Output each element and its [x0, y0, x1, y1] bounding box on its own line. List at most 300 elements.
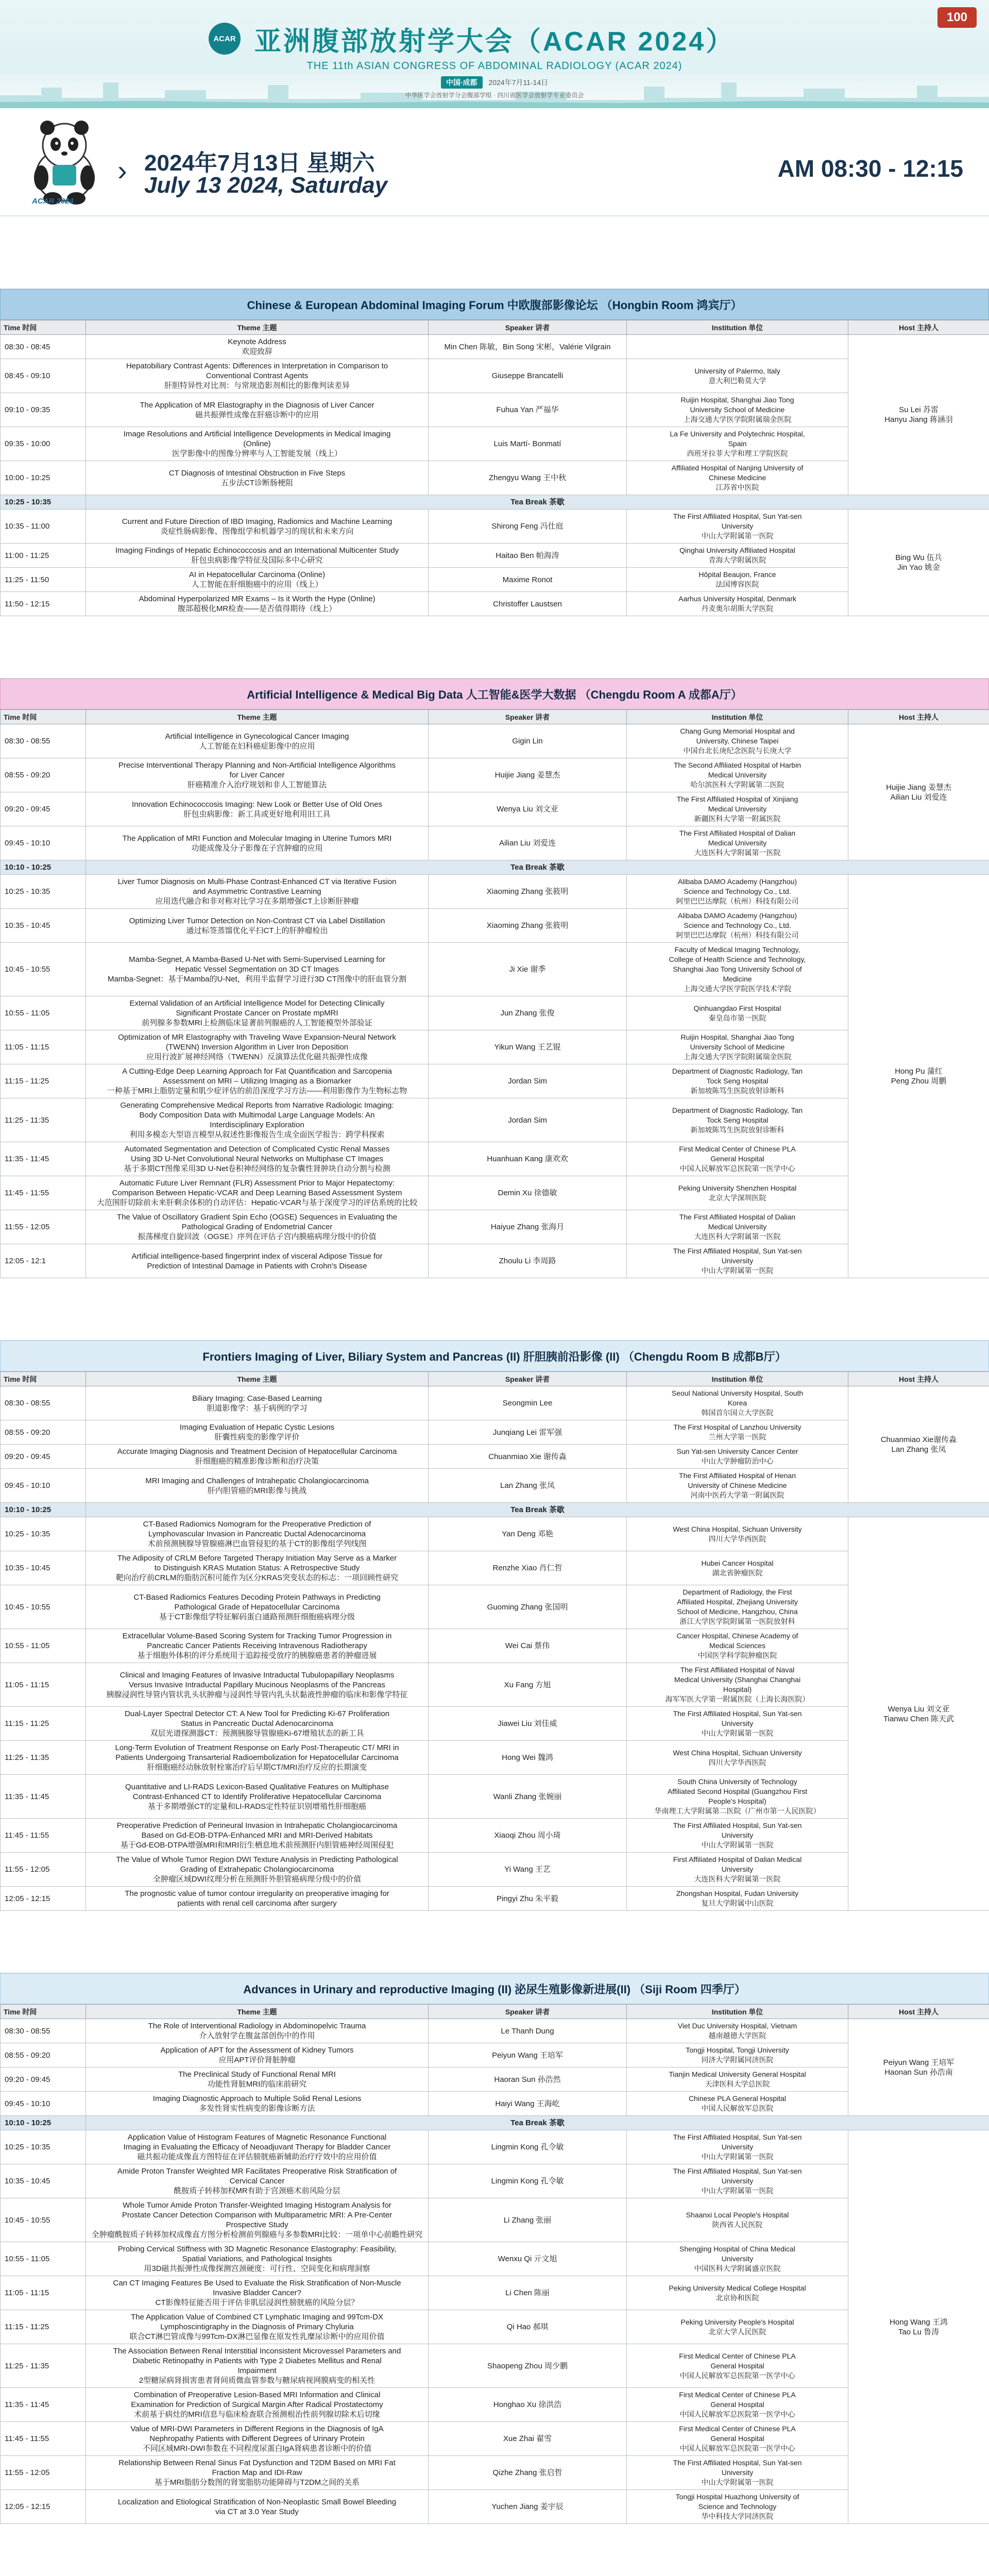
row-institution: Viet Duc University Hospital, Vietnam 越南越德大学医院: [627, 2019, 848, 2043]
table-row: [1, 1445, 989, 1469]
theme-line: Can CT Imaging Features Be Used to Evaluate the Risk Stratification of Non-Muscle: [113, 2279, 401, 2287]
row-institution: Peking University People's Hospital 北京大学人民医院: [627, 2310, 848, 2344]
schedule-table: [0, 320, 989, 616]
row-speaker: Seongmin Lee: [429, 1386, 627, 1420]
spacer: [0, 216, 989, 289]
theme-line: CT-Based Radiomics Nomogram for the Preoperative Prediction of: [143, 1520, 371, 1529]
theme-line: Artificial intelligence-based fingerprint index of visceral Adipose Tissue for: [131, 1251, 383, 1261]
row-speaker: Yuchen Jiang 姜宇辰: [429, 2490, 627, 2524]
row-theme: [86, 2388, 429, 2422]
row-time: 11:00 - 11:25: [1, 544, 86, 568]
row-host: Huijie Jiang 姜慧杰 Ailian Liu 刘爱连: [848, 724, 989, 860]
theme-line: 磁共振弹性成像在肝癌诊断中的应用: [195, 410, 319, 419]
table-row: [1, 2043, 989, 2067]
row-host: Chuanmiao Xie谢传淼 Lan Zhang 张凤: [848, 1386, 989, 1503]
theme-line: The Value of Whole Tumor Region DWI Texture Analysis in Predicting Pathological: [116, 1855, 398, 1864]
row-speaker: Le Thanh Dung: [429, 2019, 627, 2043]
row-speaker: Fuhua Yan 严福华: [429, 393, 627, 427]
row-institution: Tianjin Medical University General Hospital 天津医科大学总医院: [627, 2067, 848, 2092]
theme-line: Using 3D U-Net Convolutional Neural Networks on Multiphase CT Images: [131, 1155, 383, 1163]
header-speaker: Speaker 讲者: [429, 2005, 627, 2019]
table-header-row: [1, 710, 989, 724]
row-theme: [86, 2043, 429, 2067]
theme-line: (Online): [243, 439, 271, 448]
row-speaker: Giuseppe Brancatelli: [429, 359, 627, 393]
row-time: 10:35 - 10:45: [1, 1551, 86, 1585]
theme-line: Preoperative Prediction of Perineural Invasion in Intrahepatic Cholangiocarcinoma: [116, 1821, 398, 1830]
theme-line: Grading of Extrahepatic Cholangiocarcinoma: [180, 1865, 334, 1874]
row-theme: [86, 1244, 429, 1278]
session-block: [0, 289, 989, 616]
theme-line: Examination for Prediction of Surgical Margin After Radical Prostatectomy: [131, 2400, 383, 2409]
theme-line: 基于MRI脂肪分数图的肾窦脂肪功能障碍与T2DM之间的关系: [154, 2478, 360, 2487]
theme-line: 磁共振功能成像直方图特征在评估膀胱癌新辅助治疗疗效中的应用价值: [137, 2153, 377, 2161]
row-host: Hong Wang 王鸿 Tao Lu 鲁涛: [848, 2130, 989, 2524]
theme-line: 肝囊性病变的影像学评价: [214, 1433, 300, 1442]
theme-line: patients with renal cell carcinoma after surgery: [177, 1899, 337, 1908]
row-time: 09:20 - 09:45: [1, 1445, 86, 1469]
theme-line: The prognostic value of tumor contour irregularity on preoperative imaging for: [125, 1889, 389, 1898]
theme-line: 利用多模态大型语言模型从叙述性影像报告生成全面医学报告：跨学科探索: [129, 1130, 385, 1139]
theme-line: 功能成像及分子影像在子宫肿瘤的应用: [191, 843, 323, 853]
row-speaker: Pingyi Zhu 朱平毅: [429, 1887, 627, 1911]
table-row: [1, 1663, 989, 1707]
row-institution: First Medical Center of Chinese PLA General Hospital 中国人民解放军总医院第一医学中心: [627, 1142, 848, 1176]
row-institution: Ruijin Hospital, Shanghai Jiao Tong University School of Medicine 上海交通大学医学院附属瑞金医院: [627, 1030, 848, 1064]
theme-line: Diabetic Retinopathy in Patients with Type 2 Diabetes Mellitus and Renal: [132, 2357, 382, 2365]
row-time: 11:35 - 11:45: [1, 1142, 86, 1176]
tea-break-label: Tea Break 茶歇: [86, 495, 989, 510]
table-row: [1, 724, 989, 758]
row-speaker: Xiaoqi Zhou 周小琦: [429, 1819, 627, 1853]
theme-line: Extracellular Volume-Based Scoring System for Tracking Tumor Progression in: [122, 1632, 392, 1640]
theme-line: 一种基于MRI上脂肪定量和肌少症评估的前沿深度学习方法——利用影像作为生物标志物: [107, 1087, 407, 1095]
theme-line: 多发性肾实性病变的影像诊断方法: [199, 2104, 315, 2113]
theme-line: 人工智能在肝细胞癌中的应用（线上）: [191, 580, 323, 589]
row-speaker: Junqiang Lei 雷军强: [429, 1420, 627, 1445]
theme-line: Relationship Between Renal Sinus Fat Dysfunction and T2DM Based on MRI Fat: [118, 2459, 396, 2467]
row-institution: Sun Yat-sen University Cancer Center 中山大学肿瘤防治中心: [627, 1445, 848, 1469]
row-institution: First Medical Center of Chinese PLA General Hospital 中国人民解放军总医院第一医学中心: [627, 2344, 848, 2388]
table-row: [1, 427, 989, 461]
row-time: 11:25 - 11:50: [1, 568, 86, 592]
row-institution: Peking University Shenzhen Hospital 北京大学深圳医院: [627, 1176, 848, 1210]
theme-line: Accurate Imaging Diagnosis and Treatment Decision of Hepatocellular Carcinoma: [117, 1447, 397, 1456]
row-time: 12:05 - 12:1: [1, 1244, 86, 1278]
theme-line: Liver Tumor Diagnosis on Multi-Phase Contrast-Enhanced CT via Iterative Fusion: [117, 877, 397, 886]
conference-dates: 2024年7月11-14日: [488, 78, 549, 87]
table-row: [1, 2019, 989, 2043]
header-theme: Theme 主题: [86, 320, 429, 335]
theme-line: 全肿瘤酰胺质子转移加权成像直方图分析检测前列腺癌与多参数MRI比较：一项单中心前瞻性研究: [91, 2230, 423, 2239]
theme-line: 肝细胞癌经动脉放射栓塞治疗后早期CT/MRI治疗反应的长期演变: [147, 1763, 367, 1772]
theme-line: 应用APT评价肾脏肿瘤: [218, 2056, 296, 2064]
row-theme: [86, 568, 429, 592]
row-speaker: Wanli Zhang 张婉丽: [429, 1775, 627, 1819]
theme-line: 通过标签蒸馏优化平扫CT上的肝肿瘤检出: [186, 926, 328, 935]
row-theme: [86, 826, 429, 860]
date-en: July 13 2024, Saturday: [144, 173, 388, 198]
theme-line: 术前预测胰腺导管腺癌淋巴血管侵犯的基于CT的影像组学列线图: [147, 1539, 367, 1548]
theme-line: 基于多期CT图像采用3D U-Net卷积神经网络的复杂囊性肾肿块自动分割与检测: [124, 1164, 390, 1173]
row-time: 10:00 - 10:25: [1, 461, 86, 495]
theme-line: 术前基于病灶的MRI信息与临床检查联合预测根治性前列腺切除术后切缘: [134, 2410, 380, 2419]
row-speaker: Haiyi Wang 王海屹: [429, 2092, 627, 2116]
row-theme: [86, 1445, 429, 1469]
row-theme: [86, 2067, 429, 2092]
theme-line: Pathological Grade of Hepatocellular Carcinoma: [174, 1602, 340, 1612]
theme-line: 肝内胆管癌的MRI影像与挑战: [207, 1486, 307, 1495]
table-row: [1, 1176, 989, 1210]
row-speaker: Yan Deng 邓艳: [429, 1517, 627, 1551]
theme-line: 酰胺质子转移加权MR有助于宫颈癌术前风险分层: [174, 2187, 340, 2195]
row-speaker: Jiawei Liu 刘佳威: [429, 1707, 627, 1741]
schedule-table: [0, 2004, 989, 2524]
theme-line: The Application of MRI Function and Molecular Imaging in Uterine Tumors MRI: [122, 834, 392, 843]
row-institution: Chinese PLA General Hospital 中国人民解放军总医院: [627, 2092, 848, 2116]
row-time: 10:45 - 10:55: [1, 943, 86, 996]
theme-line: for Liver Cancer: [229, 771, 285, 779]
table-row: [1, 359, 989, 393]
theme-line: Body Composition Data with Multimodal Large Language Models: An: [139, 1111, 375, 1120]
row-theme: [86, 792, 429, 826]
theme-line: A Cutting-Edge Deep Learning Approach for Fat Quantification and Sarcopenia: [122, 1067, 392, 1076]
theme-line: 全肿瘤区域DWI纹理分析在预测肝外胆管癌病理分级中的价值: [152, 1875, 362, 1884]
theme-line: Amide Proton Transfer Weighted MR Facilitates Preoperative Risk Stratification of: [117, 2167, 397, 2176]
row-time: 10:25 - 10:35: [1, 875, 86, 909]
row-time: 10:10 - 10:25: [1, 1503, 86, 1517]
row-theme: [86, 427, 429, 461]
table-row: [1, 1064, 989, 1098]
theme-line: Innovation Echinococcosis Imaging: New Look or Better Use of Old Ones: [131, 800, 383, 809]
row-time: 11:45 - 11:55: [1, 1819, 86, 1853]
theme-line: 介入放射学在腹盆部创伤中的作用: [199, 2031, 315, 2040]
row-institution: [627, 335, 848, 359]
row-institution: Tongji Hospital, Tongji University 同济大学附属同济医院: [627, 2043, 848, 2067]
acar-logo: ACAR: [209, 23, 241, 55]
theme-line: Spatial Variations, and Pathological Insights: [182, 2255, 332, 2263]
row-speaker: Christoffer Laustsen: [429, 592, 627, 616]
row-institution: The First Affiliated Hospital of Xinjiang Medical University 新疆医科大学第一附属医院: [627, 792, 848, 826]
row-theme: [86, 1663, 429, 1707]
session-spacer: [0, 1911, 989, 1973]
row-time: 12:05 - 12:15: [1, 2490, 86, 2524]
theme-line: Current and Future Direction of IBD Imaging, Radiomics and Machine Learning: [122, 517, 393, 526]
row-time: 11:05 - 11:15: [1, 1663, 86, 1707]
row-institution: Cancer Hospital, Chinese Academy of Medical Sciences 中国医学科学院肿瘤医院: [627, 1629, 848, 1663]
row-theme: [86, 758, 429, 792]
table-row: [1, 792, 989, 826]
session-spacer: [0, 616, 989, 678]
theme-line: via CT at 3.0 Year Study: [215, 2507, 299, 2516]
row-institution: First Medical Center of Chinese PLA General Hospital 中国人民解放军总医院第一医学中心: [627, 2422, 848, 2456]
tea-break-label: Tea Break 茶歇: [86, 2116, 989, 2130]
row-institution: The First Affiliated Hospital, Sun Yat-sen University 中山大学附属第一医院: [627, 1707, 848, 1741]
theme-line: Application Value of Histogram Features of Magnetic Resonance Functional: [127, 2133, 387, 2142]
theme-line: 大范围肝切除前未来肝剩余体积的自动评估：Hepatic-VCAR与基于深度学习的评估系统的比较: [96, 1198, 418, 1207]
session-title: Chinese & European Abdominal Imaging Forum 中欧腹部影像论坛 （Hongbin Room 鸿宾厅）: [0, 289, 989, 320]
header-host: Host 主持人: [848, 710, 989, 724]
row-theme: [86, 2344, 429, 2388]
row-time: 08:45 - 09:10: [1, 359, 86, 393]
table-row: [1, 2276, 989, 2310]
row-time: 10:55 - 11:05: [1, 2242, 86, 2276]
row-theme: [86, 875, 429, 909]
row-speaker: Lingmin Kong 孔令敏: [429, 2130, 627, 2164]
header-host: Host 主持人: [848, 320, 989, 335]
row-theme: [86, 1098, 429, 1142]
theme-line: Imaging Diagnostic Approach to Multiple Solid Renal Lesions: [152, 2094, 362, 2103]
theme-line: Mamba-Segnet：基于Mamba的U-Net，利用半监督学习进行3D CT图像中的肝血管分割: [107, 975, 407, 984]
row-institution: The First Affiliated Hospital, Sun Yat-sen University 中山大学附属第一医院: [627, 1819, 848, 1853]
row-time: 10:25 - 10:35: [1, 495, 86, 510]
theme-line: 肝细胞癌的精准影像诊断和治疗决策: [195, 1457, 319, 1466]
row-institution: The First Affiliated Hospital of Henan University of Chinese Medicine 河南中医药大学第一附属医院: [627, 1469, 848, 1503]
theme-line: 基于多期增强CT的定量和LI-RADS定性特征识别增殖性肝细胞癌: [147, 1802, 367, 1811]
schedule-table: [0, 709, 989, 1278]
row-institution: The First Affiliated Hospital, Sun Yat-sen University 中山大学附属第一医院: [627, 2456, 848, 2490]
theme-line: Dual-Layer Spectral Detector CT: A New Tool for Predicting Ki-67 Proliferation: [124, 1709, 390, 1718]
table-row: [1, 1707, 989, 1741]
row-institution: West China Hospital, Sichuan University 四川大学华西医院: [627, 1741, 848, 1775]
row-speaker: Xu Fang 方旭: [429, 1663, 627, 1707]
table-row: [1, 2164, 989, 2198]
row-theme: [86, 1469, 429, 1503]
row-speaker: Shaopeng Zhou 周少鹏: [429, 2344, 627, 2388]
row-theme: [86, 1176, 429, 1210]
row-theme: [86, 2130, 429, 2164]
session-title: Frontiers Imaging of Liver, Biliary System and Pancreas (II) 肝胆胰前沿影像 (II) （Chengdu Room B 成都B厅）: [0, 1341, 989, 1371]
tea-break-row: [1, 860, 989, 875]
theme-line: Whole Tumor Amide Proton Transfer-Weighted Imaging Histogram Analysis for: [123, 2201, 391, 2210]
row-theme: [86, 2092, 429, 2116]
row-theme: [86, 2276, 429, 2310]
anniversary-badge: 100: [937, 7, 977, 28]
theme-line: Nephropathy Patients with Different Degrees of Urinary Protein: [149, 2434, 365, 2443]
row-institution: Aarhus University Hospital, Denmark 丹麦奥尔胡斯大学医院: [627, 592, 848, 616]
theme-line: Optimizing Liver Tumor Detection on Non-Contrast CT via Label Distillation: [129, 916, 385, 925]
row-speaker: Xiaoming Zhang 张筱明: [429, 875, 627, 909]
theme-line: Fraction Map and IDI-Raw: [212, 2468, 302, 2477]
theme-line: 基于CT影像组学特征解码蛋白通路预测肝细胞癌病理分级: [159, 1612, 355, 1621]
theme-line: 前列腺多参数MRI上检测临床显著前列腺癌的人工智能模型外部验证: [142, 1019, 372, 1027]
table-row: [1, 2198, 989, 2242]
session-time-range: AM 08:30 - 12:15: [777, 155, 963, 182]
row-host: Su Lei 苏雷 Hanyu Jiang 蒋涵羽: [848, 335, 989, 495]
table-row: [1, 2130, 989, 2164]
table-row: [1, 1775, 989, 1819]
theme-line: Status in Pancreatic Ductal Adenocarcinoma: [181, 1719, 333, 1728]
theme-line: Conventional Contrast Agents: [206, 371, 309, 380]
tea-break-row: [1, 495, 989, 510]
row-speaker: Peiyun Wang 王培军: [429, 2043, 627, 2067]
row-time: 10:45 - 10:55: [1, 2198, 86, 2242]
conference-meta: [216, 76, 773, 89]
header-host: Host 主持人: [848, 2005, 989, 2019]
row-time: 11:05 - 11:15: [1, 1030, 86, 1064]
schedule-table: [0, 1371, 989, 1911]
table-row: [1, 909, 989, 943]
theme-line: Probing Cervical Stiffness with 3D Magnetic Resonance Elastography: Feasibility,: [117, 2245, 397, 2253]
row-institution: The First Affiliated Hospital, Sun Yat-sen University 中山大学附属第一医院: [627, 2164, 848, 2198]
row-time: 10:10 - 10:25: [1, 2116, 86, 2130]
table-row: [1, 568, 989, 592]
table-row: [1, 758, 989, 792]
row-time: 10:25 - 10:35: [1, 2130, 86, 2164]
theme-line: The Application Value of Combined CT Lymphatic Imaging and 99Tcm-DX: [131, 2313, 383, 2321]
row-host: Bing Wu 伍兵 Jin Yao 姚金: [848, 510, 989, 616]
row-time: 11:55 - 12:05: [1, 1853, 86, 1887]
table-row: [1, 1210, 989, 1244]
row-time: 11:50 - 12:15: [1, 592, 86, 616]
row-theme: [86, 2310, 429, 2344]
row-time: 10:25 - 10:35: [1, 1517, 86, 1551]
row-theme: [86, 1142, 429, 1176]
row-theme: [86, 359, 429, 393]
theme-line: 双层光谱探测器CT：预测胰腺导管腺癌Ki-67增殖状态的新工具: [150, 1729, 364, 1738]
row-institution: South China University of Technology Affiliated Second Hospital (Guangzhou First People's Hospital) 华南理工大学附属第二医院（广州市第一人民医院）: [627, 1775, 848, 1819]
tea-break-label: Tea Break 茶歇: [86, 860, 989, 875]
row-theme: [86, 943, 429, 996]
row-speaker: Yikun Wang 王艺锟: [429, 1030, 627, 1064]
table-row: [1, 1142, 989, 1176]
table-row: [1, 1469, 989, 1503]
row-speaker: Shirong Feng 冯仕庭: [429, 510, 627, 544]
row-time: 11:15 - 11:25: [1, 1707, 86, 1741]
row-speaker: Yi Wang 王艺: [429, 1853, 627, 1887]
row-theme: [86, 2164, 429, 2198]
row-time: 11:45 - 11:55: [1, 2422, 86, 2456]
row-time: 10:35 - 10:45: [1, 2164, 86, 2198]
row-institution: Faculty of Medical Imaging Technology, College of Health Science and Technology, Shanghai Jiao Tong University School of Medicine 上海交通大学医学院医学技术学院: [627, 943, 848, 996]
row-time: 11:35 - 11:45: [1, 1775, 86, 1819]
theme-line: CT影像特征能否用于评估非肌层浸润性膀胱癌的风险分层？: [155, 2298, 359, 2307]
header-institution: Institution 单位: [627, 320, 848, 335]
row-institution: The First Affiliated Hospital, Sun Yat-sen University 中山大学附属第一医院: [627, 1244, 848, 1278]
theme-line: 肝包虫病影像学特征及国际多中心研究: [191, 556, 323, 565]
tea-break-label: Tea Break 茶歇: [86, 1503, 989, 1517]
theme-line: Image Resolutions and Artificial Intelligence Developments in Medical Imaging: [123, 430, 391, 438]
row-speaker: Wei Cai 蔡伟: [429, 1629, 627, 1663]
row-speaker: Renzhe Xiao 肖仁哲: [429, 1551, 627, 1585]
row-theme: [86, 1420, 429, 1445]
theme-line: Pancreatic Cancer Patients Receiving Intravenous Radiotherapy: [147, 1641, 367, 1650]
theme-line: 用3D磁共振弹性成像探测宫颈硬度：可行性、空间变化和病理洞察: [144, 2264, 370, 2273]
mascot-label: ACAR 2024: [32, 197, 74, 206]
header-speaker: Speaker 讲者: [429, 1372, 627, 1386]
theme-line: Combination of Preoperative Lesion-Based MRI Information and Clinical: [133, 2391, 381, 2399]
row-speaker: Huijie Jiang 姜慧杰: [429, 758, 627, 792]
session-block: [0, 1973, 989, 2524]
theme-line: Artificial Intelligence in Gynecological Cancer Imaging: [165, 732, 349, 741]
row-time: 09:10 - 09:35: [1, 393, 86, 427]
table-row: [1, 1098, 989, 1142]
row-speaker: Li Zhang 张丽: [429, 2198, 627, 2242]
row-speaker: Luis Martí- Bonmatí: [429, 427, 627, 461]
theme-line: Pathological Grading of Endometrial Cancer: [181, 1223, 333, 1231]
theme-line: MRI Imaging and Challenges of Intrahepatic Cholangiocarcinoma: [145, 1476, 369, 1485]
theme-line: 2型糖尿病肾损害患者肾间质微血管参数与糖尿病视网膜病变的相关性: [139, 2376, 376, 2385]
theme-line: Biliary Imaging: Case-Based Learning: [192, 1394, 322, 1403]
session-block: [0, 678, 989, 1278]
table-row: [1, 2344, 989, 2388]
header-theme: Theme 主题: [86, 2005, 429, 2019]
theme-line: Application of APT for the Assessment of Kidney Tumors: [160, 2046, 354, 2055]
row-institution: Shengjing Hospital of China Medical University 中国医科大学附属盛京医院: [627, 2242, 848, 2276]
row-institution: Hubei Cancer Hospital 湖北省肿瘤医院: [627, 1551, 848, 1585]
row-speaker: Demin Xu 徐德敏: [429, 1176, 627, 1210]
row-theme: [86, 1030, 429, 1064]
row-time: 09:20 - 09:45: [1, 2067, 86, 2092]
row-theme: [86, 2198, 429, 2242]
row-speaker: Haitao Ben 帕海涛: [429, 544, 627, 568]
theme-line: External Validation of an Artificial Intelligence Model for Detecting Clinically: [129, 999, 385, 1008]
theme-line: The Application of MR Elastography in the Diagnosis of Liver Cancer: [140, 400, 374, 410]
row-institution: Department of Diagnostic Radiology, Tan Tock Seng Hospital 新加坡陈笃生医院放射诊断科: [627, 1098, 848, 1142]
theme-line: Hepatic Vessel Segmentation on 3D CT Images: [175, 965, 339, 974]
row-institution: The First Affiliated Hospital of Dalian Medical University 大连医科大学附属第一医院: [627, 826, 848, 860]
row-theme: [86, 1386, 429, 1420]
row-time: 11:55 - 12:05: [1, 2456, 86, 2490]
row-time: 08:55 - 09:20: [1, 1420, 86, 1445]
table-row: [1, 996, 989, 1030]
theme-line: and Asymmetric Contrastive Learning: [193, 887, 321, 896]
row-time: 11:25 - 11:35: [1, 2344, 86, 2388]
theme-line: Long-Term Evolution of Treatment Response on Early Post-Therapeutic CT/ MRI in: [115, 1743, 399, 1752]
row-time: 08:30 - 08:55: [1, 724, 86, 758]
theme-line: Quantitative and LI-RADS Lexicon-Based Qualitative Features on Multiphase: [125, 1782, 389, 1791]
header-speaker: Speaker 讲者: [429, 320, 627, 335]
row-theme: [86, 1775, 429, 1819]
row-theme: [86, 1585, 429, 1629]
theme-line: Invasive Bladder Cancer?: [213, 2289, 301, 2297]
row-speaker: Wenxu Qi 亓文旭: [429, 2242, 627, 2276]
conference-banner: [0, 0, 989, 108]
row-speaker: Guoming Zhang 张国明: [429, 1585, 627, 1629]
header-time: Time 时间: [1, 320, 86, 335]
theme-line: Prospective Study: [226, 2221, 288, 2229]
theme-line: Keynote Address: [228, 337, 286, 346]
theme-line: The Preclinical Study of Functional Renal MRI: [178, 2070, 336, 2079]
theme-line: Prediction of Intestinal Damage in Patients with Crohn's Disease: [147, 1261, 367, 1270]
row-theme: [86, 1853, 429, 1887]
session-block: [0, 1340, 989, 1911]
theme-line: The Adiposity of CRLM Before Targeted Therapy Initiation May Serve as a Marker: [117, 1554, 397, 1563]
theme-line: CT Diagnosis of Intestinal Obstruction in Five Steps: [168, 468, 346, 478]
table-row: [1, 1853, 989, 1887]
row-theme: [86, 510, 429, 544]
row-theme: [86, 1819, 429, 1853]
theme-line: Comparison Between Hepatic-VCAR and Deep Learning Based Assessment System: [112, 1189, 402, 1197]
row-time: 11:15 - 11:25: [1, 1064, 86, 1098]
organizer-line: 中华医学会放射学分会腹部学组 · 四川省医学会放射学专业委员会: [405, 92, 584, 99]
row-speaker: Chuanmiao Xie 谢传淼: [429, 1445, 627, 1469]
row-theme: [86, 1707, 429, 1741]
table-row: [1, 1585, 989, 1629]
row-speaker: Zhoulu Li 李周路: [429, 1244, 627, 1278]
theme-line: Based on Gd-EOB-DTPA-Enhanced MRI and MRI-Derived Habitats: [141, 1831, 373, 1840]
row-speaker: Hong Wei 魏鸿: [429, 1741, 627, 1775]
header-time: Time 时间: [1, 2005, 86, 2019]
row-theme: [86, 2242, 429, 2276]
row-time: 08:55 - 09:20: [1, 758, 86, 792]
row-institution: The First Affiliated Hospital, Sun Yat-sen University 中山大学附属第一医院: [627, 510, 848, 544]
session-title: Advances in Urinary and reproductive Imaging (II) 泌尿生殖影像新进展(II) （Siji Room 四季厅）: [0, 1973, 989, 2004]
table-row: [1, 1420, 989, 1445]
theme-line: 医学影像中的图像分辨率与人工智能发展（线上）: [172, 449, 342, 458]
row-theme: [86, 724, 429, 758]
row-time: 10:55 - 11:05: [1, 996, 86, 1030]
